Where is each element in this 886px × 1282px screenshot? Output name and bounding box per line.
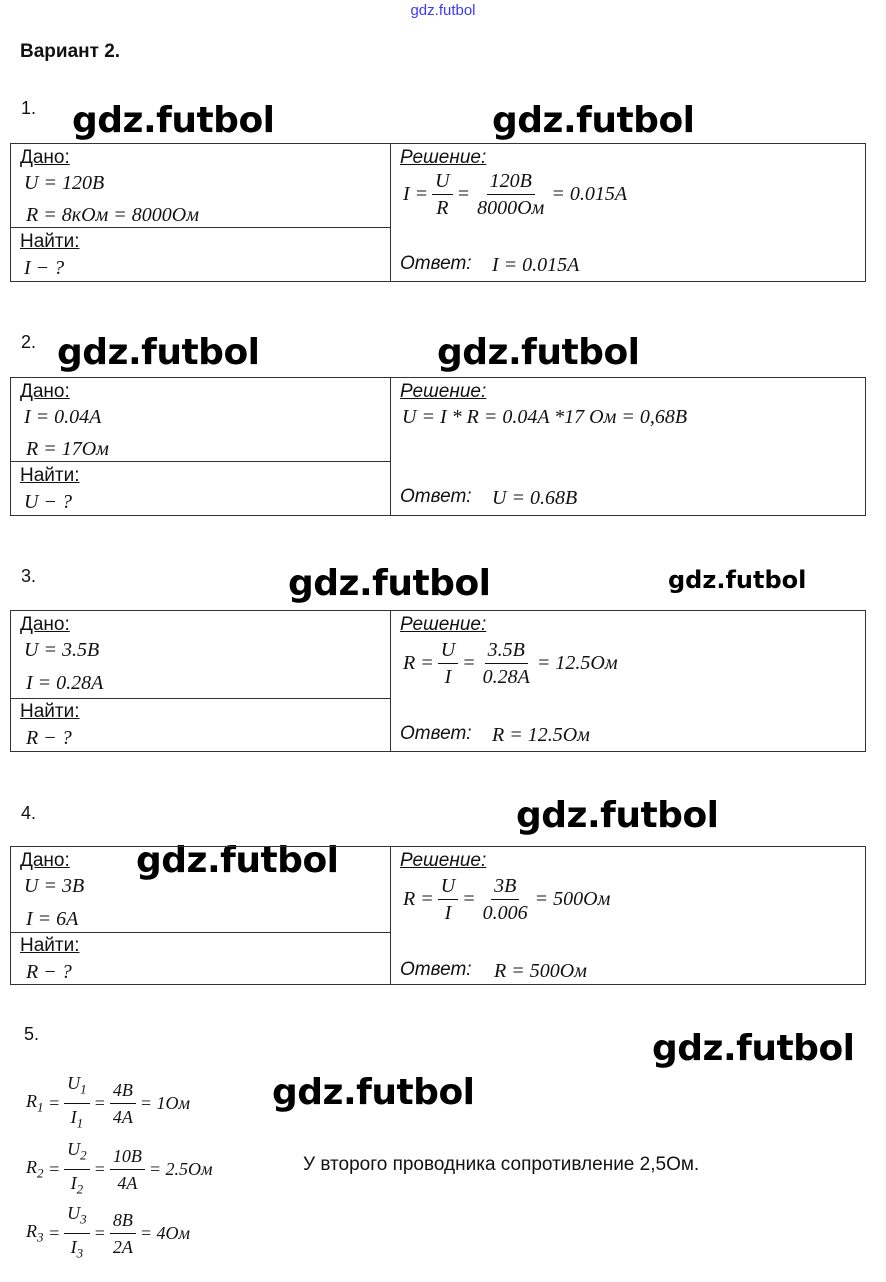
denominator	[68, 1234, 87, 1266]
solution-label: Решение:	[400, 147, 487, 168]
watermark: gdz.futbol	[668, 566, 807, 594]
fraction	[438, 638, 458, 689]
symbol: R	[26, 1220, 37, 1241]
equals-sign: =	[43, 1158, 61, 1179]
row-divider	[11, 932, 390, 933]
watermark: gdz.futbol	[492, 100, 695, 141]
numerator: 120B	[487, 169, 535, 195]
given-label: Дано:	[20, 381, 70, 402]
row-divider	[11, 227, 390, 228]
fraction	[64, 1071, 90, 1135]
symbol: R	[26, 1156, 37, 1177]
subscript: 1	[80, 1081, 87, 1097]
watermark: gdz.futbol	[72, 100, 275, 141]
denominator: I	[444, 666, 452, 688]
watermark: gdz.futbol	[288, 563, 491, 604]
subscript: 2	[37, 1165, 44, 1181]
symbol: R	[26, 1090, 37, 1111]
row-divider	[11, 461, 390, 462]
answer-label: Ответ:	[400, 723, 472, 744]
problem-2-table	[10, 377, 866, 516]
symbol: U	[67, 1203, 81, 1223]
equals-sign: =	[456, 183, 471, 205]
formula-lhs: R =	[403, 888, 434, 910]
equals-sign: =	[43, 1092, 61, 1113]
fraction	[110, 1208, 136, 1259]
watermark: gdz.futbol	[652, 1028, 855, 1069]
symbol: I	[70, 1236, 77, 1257]
answer-value: I = 0.015A	[492, 254, 580, 276]
subscript: 3	[76, 1245, 84, 1261]
row-divider	[11, 698, 390, 699]
given-value: U = 120B	[24, 172, 105, 194]
solution-label: Решение:	[400, 614, 487, 635]
formula-result: = 2.5Ом	[148, 1158, 213, 1179]
formula-result: = 12.5Ом	[536, 652, 618, 674]
watermark: gdz.futbol	[437, 332, 640, 373]
fraction	[64, 1137, 90, 1201]
problem-1-table	[10, 143, 866, 282]
formula-lhs	[26, 1221, 44, 1246]
fraction	[480, 638, 533, 689]
given-value: I = 0.04A	[24, 406, 102, 428]
fraction	[480, 874, 531, 925]
problem-4-number: 4.	[21, 803, 37, 823]
numerator	[64, 1201, 90, 1234]
subscript: 1	[76, 1115, 84, 1131]
denominator: 4A	[112, 1106, 133, 1127]
answer-label: Ответ:	[400, 253, 472, 274]
problem-3-table	[10, 610, 866, 752]
subscript: 2	[80, 1147, 87, 1163]
given-label: Дано:	[20, 850, 70, 871]
answer-label: Ответ:	[400, 486, 472, 507]
numerator: U	[438, 874, 458, 900]
formula-lhs: R =	[403, 652, 434, 674]
watermark: gdz.futbol	[57, 332, 260, 373]
problem-4-table	[10, 846, 866, 985]
numerator	[64, 1071, 90, 1104]
numerator: 3.5B	[485, 638, 528, 664]
numerator: U	[438, 638, 458, 664]
formula-lhs: I =	[403, 183, 429, 205]
solution-formula	[403, 169, 627, 220]
watermark: gdz.futbol	[516, 795, 719, 836]
fraction	[432, 169, 452, 220]
equals-sign: =	[93, 1222, 106, 1243]
fraction	[110, 1144, 145, 1195]
watermark: gdz.futbol	[272, 1072, 475, 1113]
column-divider	[390, 378, 391, 515]
given-value: I = 6A	[26, 908, 79, 930]
symbol: U	[67, 1139, 81, 1159]
solution-label: Решение:	[400, 381, 487, 402]
given-value: U = 3B	[24, 875, 85, 897]
answer-value: R = 500Ом	[494, 960, 587, 982]
numerator: U	[432, 169, 452, 195]
equals-sign: =	[43, 1222, 61, 1243]
given-value: R = 17Ом	[26, 438, 109, 460]
problem-5-conclusion: У второго проводника сопротивление 2,5Ом.	[303, 1154, 700, 1175]
numerator: 4B	[110, 1078, 136, 1104]
answer-value: R = 12.5Ом	[492, 724, 590, 746]
fraction	[474, 169, 547, 220]
numerator	[64, 1137, 90, 1170]
numerator: 3B	[491, 874, 519, 900]
find-value: U − ?	[24, 491, 72, 513]
given-value: I = 0.28A	[26, 672, 104, 694]
equals-sign: =	[462, 888, 476, 910]
subscript: 3	[37, 1229, 44, 1245]
denominator	[68, 1170, 87, 1202]
fraction	[438, 874, 458, 925]
equals-sign: =	[93, 1158, 106, 1179]
watermark: gdz.futbol	[136, 840, 339, 881]
equals-sign: =	[93, 1092, 106, 1113]
denominator	[68, 1104, 87, 1136]
find-label: Найти:	[20, 935, 80, 956]
equals-sign: =	[462, 652, 476, 674]
problem-3-number: 3.	[21, 566, 37, 586]
denominator: 2A	[112, 1236, 133, 1257]
find-value: R − ?	[26, 727, 72, 749]
column-divider	[390, 847, 391, 984]
solution-label: Решение:	[400, 850, 487, 871]
problem-5-row-1	[26, 1071, 190, 1135]
given-label: Дано:	[20, 147, 70, 168]
fraction	[64, 1201, 90, 1265]
column-divider	[390, 144, 391, 281]
find-label: Найти:	[20, 701, 80, 722]
find-value: I − ?	[24, 257, 65, 279]
given-label: Дано:	[20, 614, 70, 635]
find-label: Найти:	[20, 465, 80, 486]
formula-result: = 0.015A	[551, 183, 628, 205]
find-value: R − ?	[26, 961, 72, 983]
problem-5-number: 5.	[24, 1024, 40, 1044]
symbol: I	[70, 1106, 77, 1127]
site-mark[interactable]: gdz.futbol	[410, 2, 476, 19]
numerator: 8B	[110, 1208, 136, 1234]
fraction	[110, 1078, 136, 1129]
symbol: I	[70, 1172, 77, 1193]
problem-1-number: 1.	[21, 98, 37, 118]
problem-5-row-2	[26, 1137, 212, 1201]
given-value: R = 8кОм = 8000Ом	[26, 204, 199, 226]
formula-lhs	[26, 1091, 44, 1116]
denominator: 8000Ом	[477, 197, 545, 219]
formula-result: = 1Ом	[139, 1092, 190, 1113]
given-value: U = 3.5B	[24, 639, 100, 661]
subscript: 2	[76, 1181, 84, 1197]
symbol: U	[67, 1073, 81, 1093]
formula-result: = 4Ом	[139, 1222, 190, 1243]
answer-value: U = 0.68B	[492, 487, 578, 509]
formula-lhs	[26, 1157, 44, 1182]
answer-label: Ответ:	[400, 959, 472, 980]
denominator: 0.006	[482, 902, 528, 924]
problem-2-number: 2.	[21, 332, 37, 352]
denominator: R	[436, 197, 449, 219]
denominator: I	[444, 902, 452, 924]
subscript: 1	[37, 1099, 44, 1115]
solution-formula	[403, 874, 610, 925]
subscript: 3	[80, 1211, 87, 1227]
denominator: 0.28A	[482, 666, 530, 688]
find-label: Найти:	[20, 231, 80, 252]
numerator: 10B	[110, 1144, 145, 1170]
solution-line: U = I * R = 0.04A *17 Ом = 0,68В	[402, 406, 688, 428]
problem-5-row-3	[26, 1201, 190, 1265]
solution-formula	[403, 638, 618, 689]
page-heading: Вариант 2.	[20, 41, 121, 62]
denominator: 4A	[117, 1172, 138, 1193]
formula-result: = 500Ом	[534, 888, 611, 910]
column-divider	[390, 611, 391, 751]
